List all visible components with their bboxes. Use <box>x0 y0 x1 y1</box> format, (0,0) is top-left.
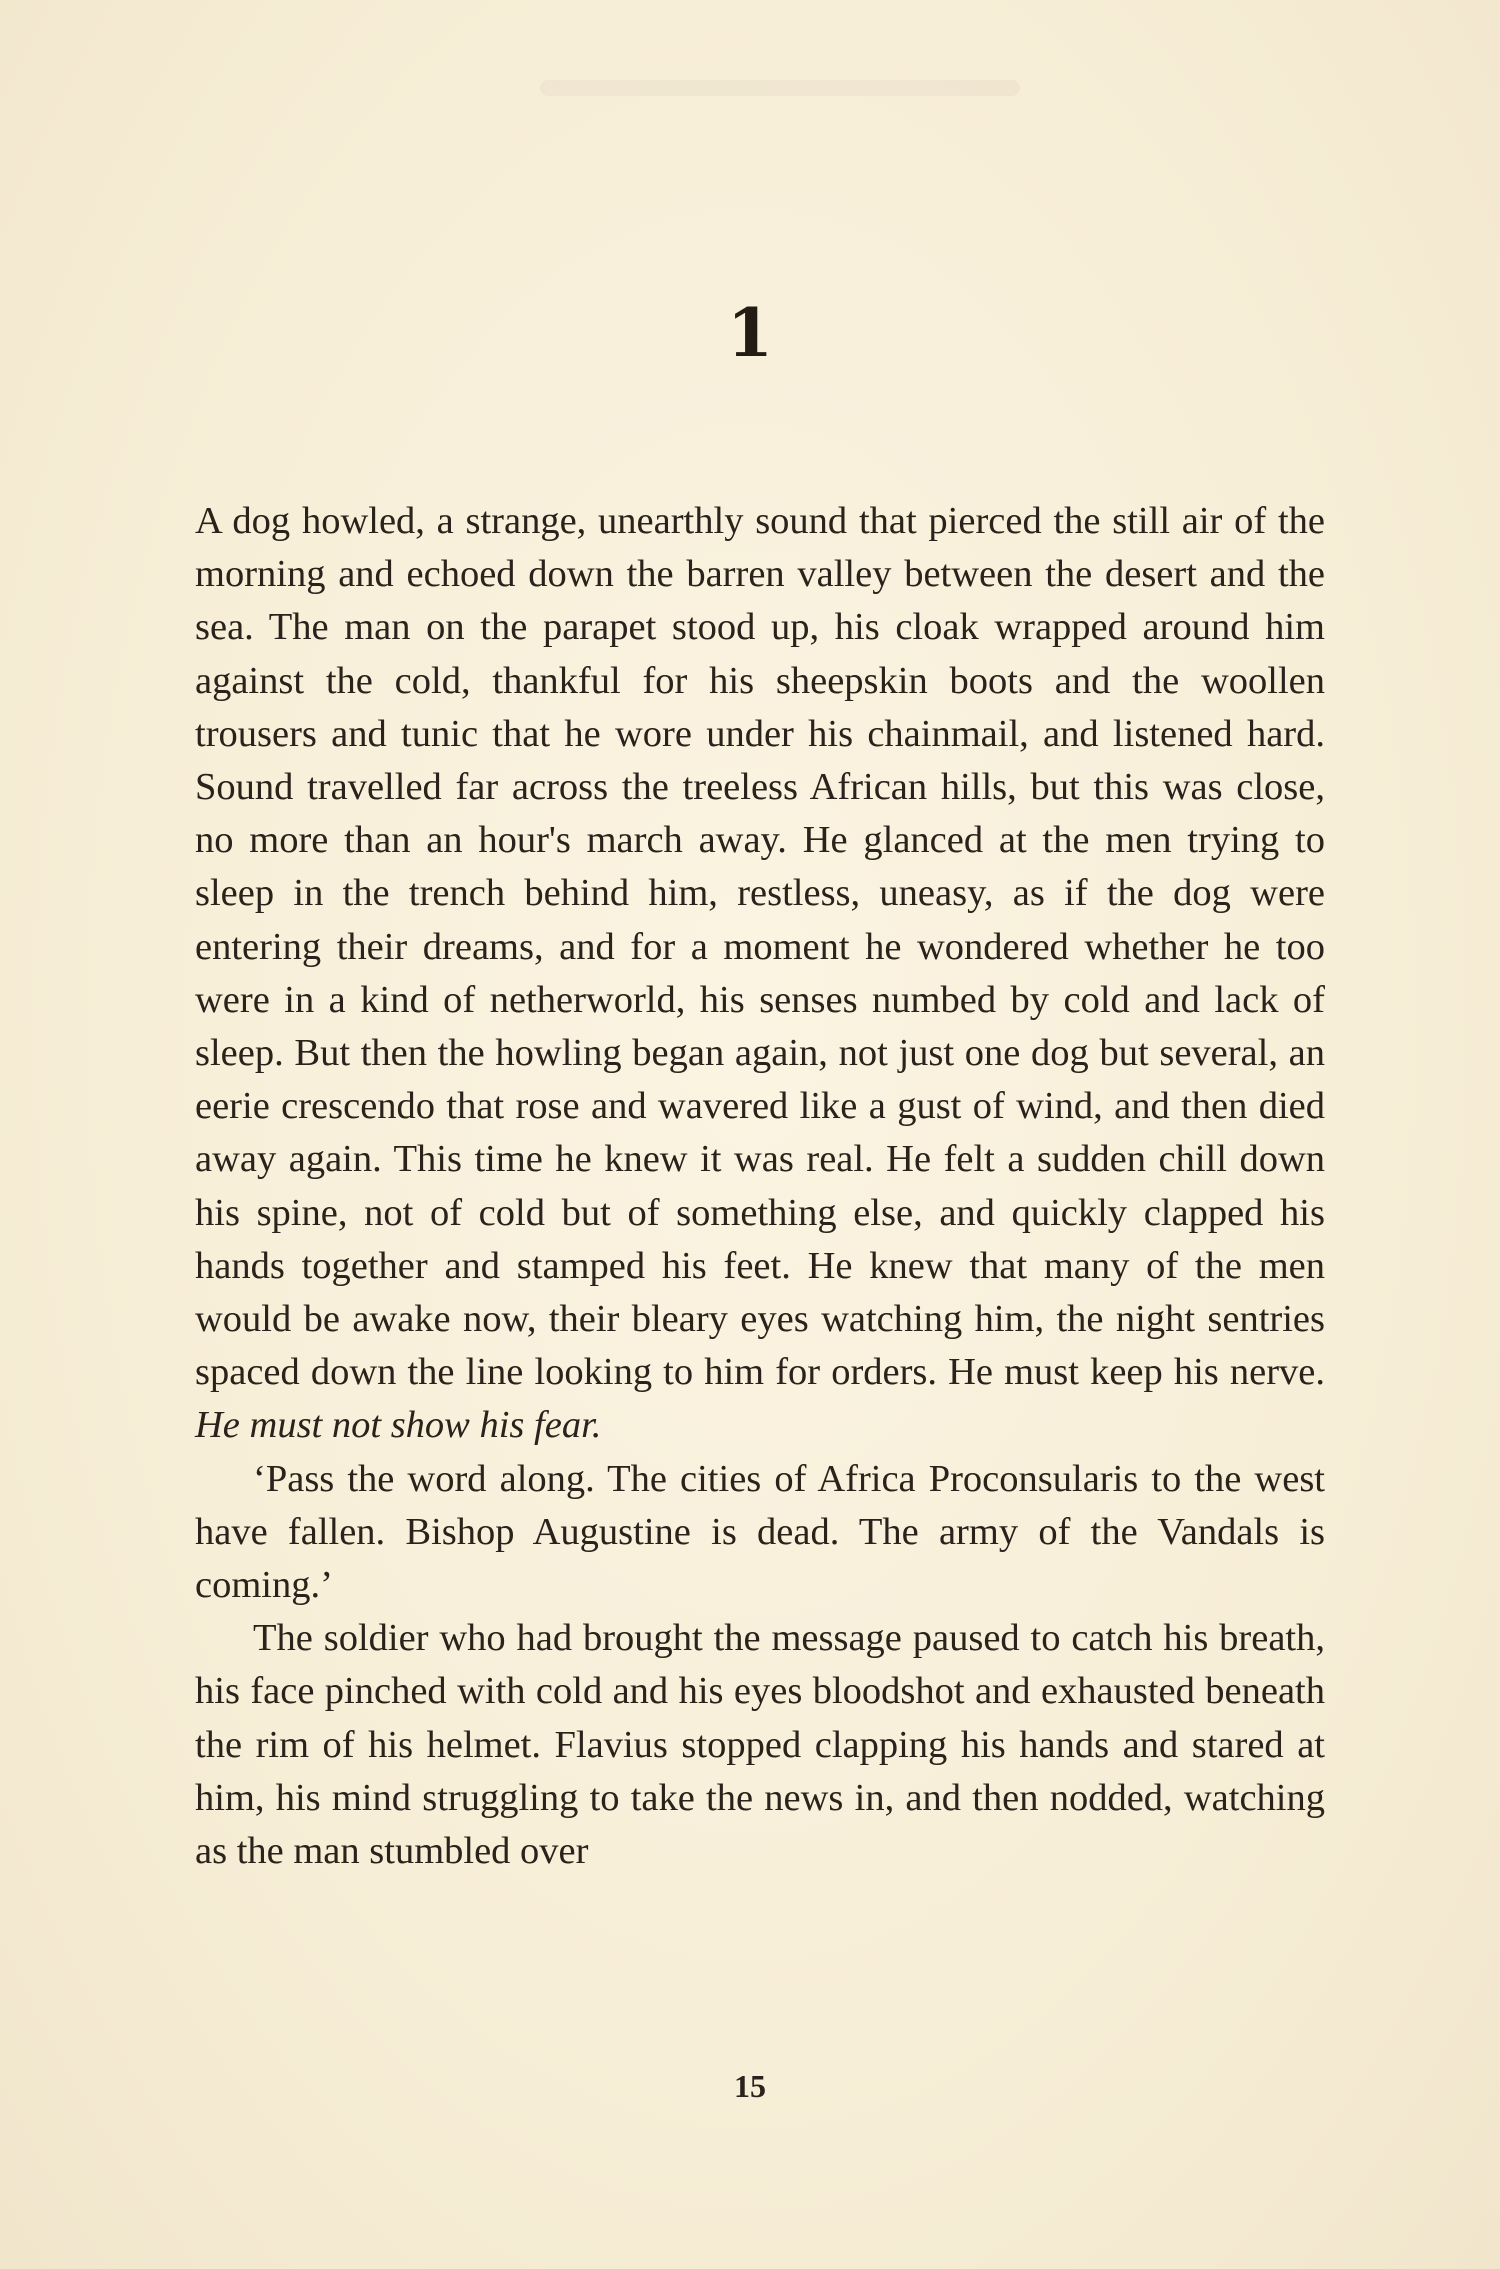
paragraph-1-italic: He must not show his fear. <box>195 1404 602 1447</box>
show-through-bleed <box>540 80 1020 96</box>
body-text <box>195 495 1325 1878</box>
paragraph-1 <box>195 495 1325 1453</box>
chapter-number: 1 <box>727 294 773 372</box>
paragraph-3: The soldier who had brought the message paused to catch his breath, his face pinched with cold and his eyes bloodshot and exhausted beneath the rim of his helmet. Flavius stopped clapping his hands and stared at him, his mind struggling to take the news in, and then nodded, watching as the man stumbled over <box>195 1617 1325 1873</box>
paragraph-2: ‘Pass the word along. The cities of Africa Proconsularis to the west have fallen. Bishop Augustine is dead. The army of the Vandals is coming.’ <box>195 1457 1325 1607</box>
paragraph-1-text: A dog howled, a strange, unearthly sound that pierced the still air of the morning and echoed down the barren valley between the desert and the sea. The man on the parapet stood up, his cloak wrapped around him against the cold, thankful for his sheepskin boots and the woollen trousers and tunic that he wore under his chainmail, and listened hard. Sound travelled far across the treeless African hills, but this was close, no more than an hour's march away. He glanced at the men trying to sleep in the trench behind him, restless, uneasy, as if the dog were entering their dreams, and for a moment he wondered whether he too were in a kind of netherworld, his senses numbed by cold and lack of sleep. But then the howling began again, not just one dog but several, an eerie crescendo that rose and wavered like a gust of wind, and then died away again. This time he knew it was real. He felt a sudden chill down his spine, not of cold but of something else, and quickly clapped his hands together and stamped his feet. He knew that many of the men would be awake now, their bleary eyes watching him, the night sentries spaced down the line looking to him for orders. He must keep his nerve. <box>195 500 1325 1394</box>
page-number: 15 <box>734 2068 766 2104</box>
